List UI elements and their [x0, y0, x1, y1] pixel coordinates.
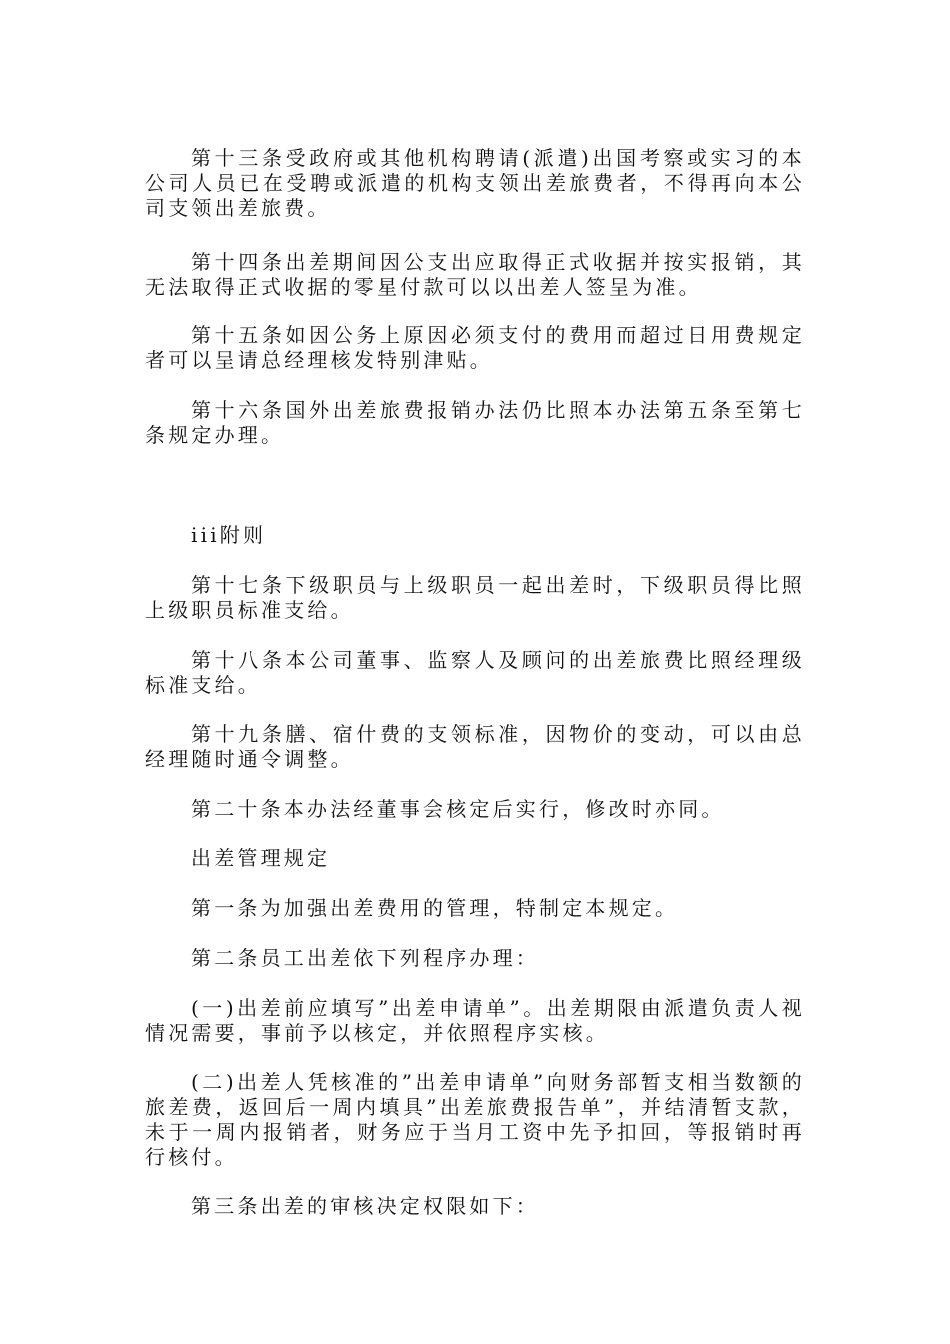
paragraph-article-20: 第二十条本办法经董事会核定后实行，修改时亦同。 — [191, 797, 725, 821]
paragraph-rule-2-item-2: (二)出差人凭核准的”出差申请单”向财务部暂支相当数额的旅差费，返回后一周内填具”出差旅费报告单”，并结清暂支款，未于一周内报销者，财务应于当月工资中先予扣回，等报销时再行核付。 — [145, 1070, 805, 1169]
paragraph-rule-1: 第一条为加强出差费用的管理，特制定本规定。 — [191, 896, 679, 920]
paragraph-rule-2-item-1: (一)出差前应填写”出差申请单”。出差期限由派遣负责人视情况需要，事前予以核定，并依照程序实核。 — [145, 996, 805, 1045]
paragraph-article-14: 第十四条出差期间因公支出应取得正式收据并按实报销，其无法取得正式收据的零星付款可以以出差人签呈为准。 — [145, 250, 805, 299]
paragraph-article-15: 第十五条如因公务上原因必须支付的费用而超过日用费规定者可以呈请总经理核发特别津贴。 — [145, 323, 805, 372]
paragraph-article-16: 第十六条国外出差旅费报销办法仍比照本办法第五条至第七条规定办理。 — [145, 398, 805, 447]
paragraph-rule-3: 第三条出差的审核决定权限如下： — [191, 1194, 539, 1218]
paragraph-rule-2: 第二条员工出差依下列程序办理： — [191, 946, 539, 970]
section-heading-appendix: iii附则 — [191, 523, 267, 547]
section-heading-travel-rules: 出差管理规定 — [191, 846, 331, 870]
paragraph-article-17: 第十七条下级职员与上级职员一起出差时，下级职员得比照上级职员标准支给。 — [145, 573, 805, 622]
paragraph-article-19: 第十九条膳、宿什费的支领标准，因物价的变动，可以由总经理随时通令调整。 — [145, 722, 805, 771]
paragraph-article-18: 第十八条本公司董事、监察人及顾问的出差旅费比照经理级标准支给。 — [145, 648, 805, 697]
paragraph-article-13: 第十三条受政府或其他机构聘请(派遣)出国考察或实习的本公司人员已在受聘或派遣的机构支领出差旅费者，不得再向本公司支领出差旅费。 — [145, 146, 805, 220]
